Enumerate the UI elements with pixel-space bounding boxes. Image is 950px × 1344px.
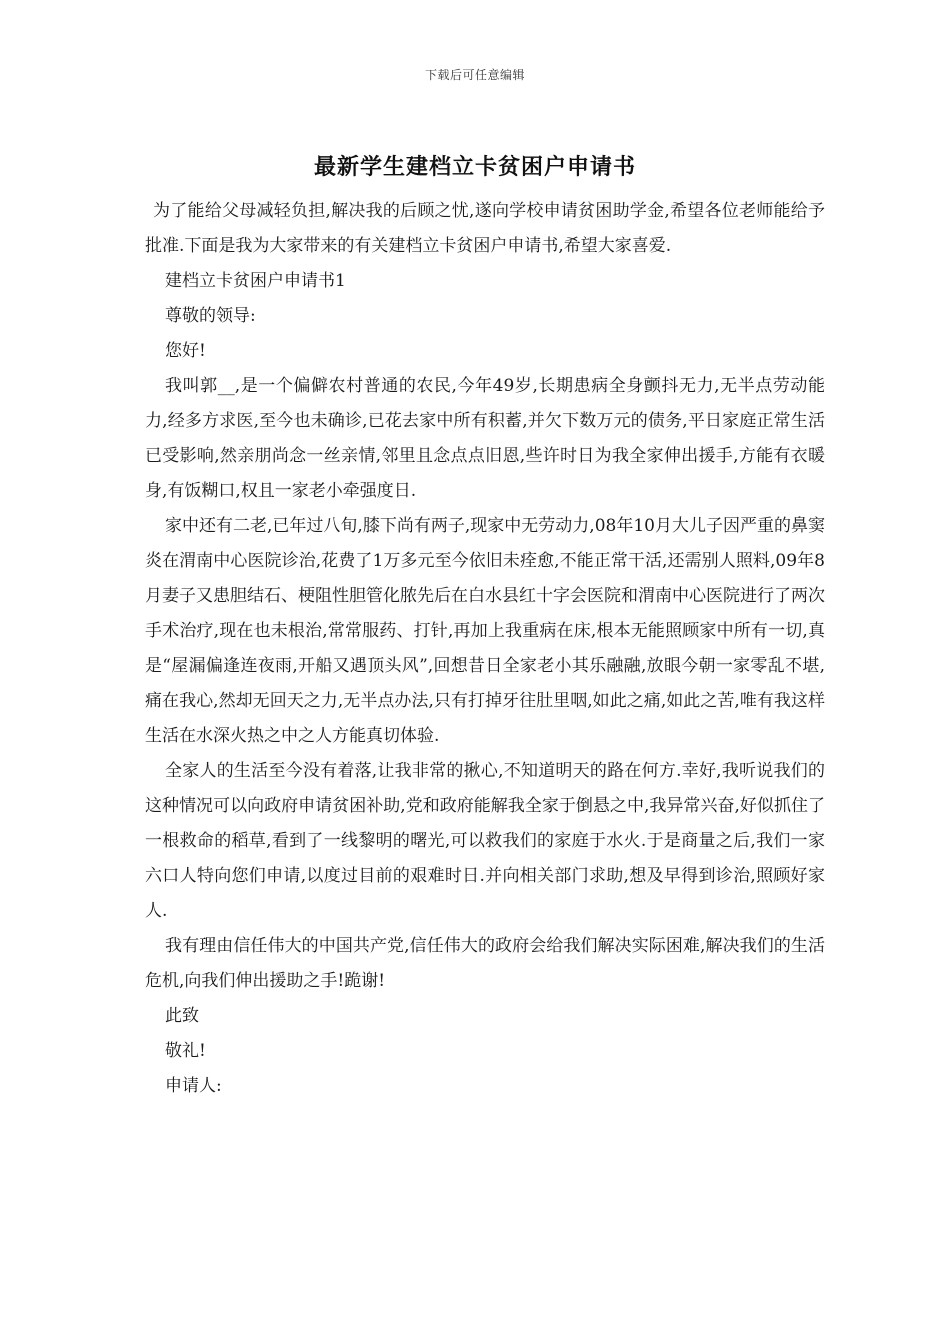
body-paragraph: 家中还有二老,已年过八旬,膝下尚有两子,现家中无劳动力,08年10月大儿子因严重的鼻窦炎在渭南中心医院诊治,花费了1万多元至今依旧未痊愈,不能正常干活,还需别人照料,09年8月妻子又患胆结石、梗阻性胆管化脓先后在白水县红十字会医院和渭南中心医院进行了两次手术治疗,现在也未根治,常常服药、打针,再加上我重病在床,根本无能照顾家中所有一切,真是“屋漏偏逢连夜雨,开船又遇顶头风”,回想昔日全家老小其乐融融,放眼今朝一家零乱不堪,痛在我心,然却无回天之力,无半点办法,只有打掉牙往肚里咽,如此之痛,如此之苦,唯有我这样生活在水深火热之中之人方能真切体验. xyxy=(145,516,825,746)
closing-regards: 敬礼! xyxy=(165,1041,206,1061)
header-note: 下载后可任意编辑 xyxy=(424,68,525,82)
body-paragraph: 我叫郭__,是一个偏僻农村普通的农民,今年49岁,长期患病全身颤抖无力,无半点劳动能力,经多方求医,至今也未确诊,已花去家中所有积蓄,并欠下数万元的债务,平日家庭正常生活已受影响,然亲朋尚念一丝亲情,邻里且念点点旧恩,些许时日为我全家伸出援手,方能有衣暖身,有饭糊口,权且一家老小牵强度日. xyxy=(145,376,825,501)
closing-line: 此致 xyxy=(165,1006,199,1026)
document-body xyxy=(145,194,825,1104)
section-heading: 建档立卡贫困户申请书1 xyxy=(165,271,346,291)
document-title: 最新学生建档立卡贫困户申请书 xyxy=(313,154,636,180)
applicant-signature-line: 申请人: xyxy=(165,1076,222,1096)
body-paragraph: 我有理由信任伟大的中国共产党,信任伟大的政府会给我们解决实际困难,解决我们的生活危机,向我们伸出援助之手!跪谢! xyxy=(145,936,825,991)
body-paragraph: 全家人的生活至今没有着落,让我非常的揪心,不知道明天的路在何方.幸好,我听说我们的这种情况可以向政府申请贫困补助,党和政府能解我全家于倒悬之中,我异常兴奋,好似抓住了一根救命的稻草,看到了一线黎明的曙光,可以救我们的家庭于水火.于是商量之后,我们一家六口人特向您们申请,以度过目前的艰难时日.并向相关部门求助,想及早得到诊治,照顾好家人. xyxy=(145,761,825,921)
salutation: 尊敬的领导: xyxy=(165,306,256,326)
greeting: 您好! xyxy=(165,341,206,361)
intro-paragraph: 为了能给父母减轻负担,解决我的后顾之忧,遂向学校申请贫困助学金,希望各位老师能给予批准.下面是我为大家带来的有关建档立卡贫困户申请书,希望大家喜爱. xyxy=(145,201,825,256)
